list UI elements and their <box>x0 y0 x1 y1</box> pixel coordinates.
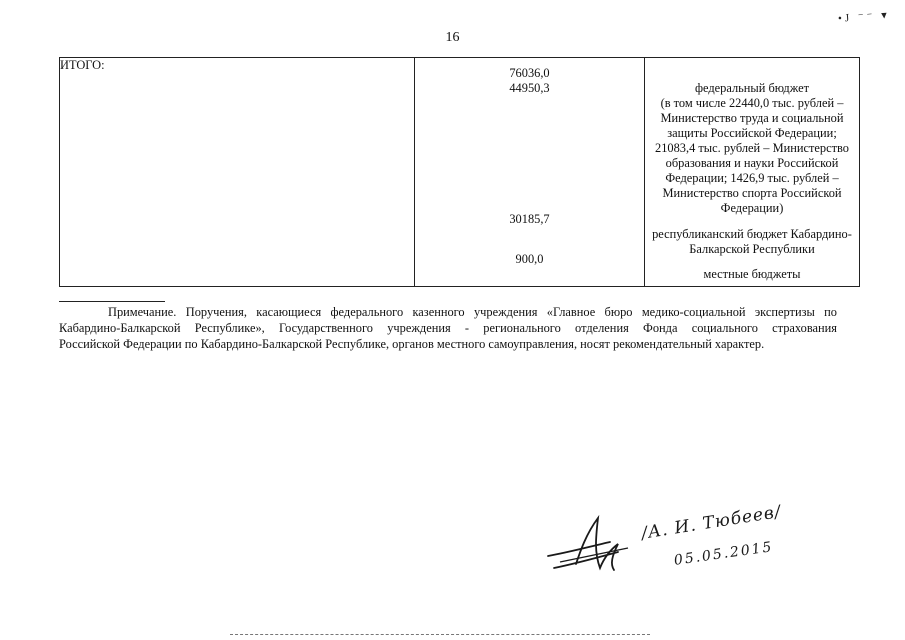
source-text: федеральный бюджет <box>694 81 810 95</box>
source-text: защиты Российской Федерации; <box>667 126 837 140</box>
source-text: Министерство труда и социальной <box>660 111 844 125</box>
amount-value <box>415 186 644 201</box>
source-text: образования и науки Российской <box>665 156 839 170</box>
page-number: 16 <box>445 30 460 45</box>
amount-value: 76036,0 <box>509 66 550 80</box>
corner-mark: •J ⁻⁻ ▾ <box>837 9 891 25</box>
signature-name: /А. И. Тюбеев/ <box>640 501 783 544</box>
signature-date: 05.05.2015 <box>673 539 775 569</box>
footnote-line: Поручения, касающиеся федерального казенного учреждения «Главное бюро медико-социальной экспертизы по <box>185 305 837 319</box>
source-text: Федерации; 1426,9 тыс. рублей – <box>665 171 839 185</box>
amount-value <box>415 111 644 126</box>
footnote-line: Кабардино-Балкарской Республике», Государственного учреждения - регионального отделения Фонда социального страхования <box>59 321 837 335</box>
source-text <box>645 66 859 81</box>
source-text: (в том числе 22440,0 тыс. рублей – <box>660 96 844 110</box>
amount-value <box>415 126 644 141</box>
footnote-line: Российской Федерации по Кабардино-Балкарской Республике, органов местного самоуправления, носят рекомендательный характер. <box>59 337 765 351</box>
amount-value <box>415 171 644 186</box>
sources-cell <box>645 58 860 287</box>
amounts-cell <box>415 58 645 287</box>
footnote-rule <box>59 301 165 302</box>
source-text: республиканский бюджет Кабардино- <box>652 227 852 241</box>
source-text: Федерации) <box>720 201 784 215</box>
amount-value <box>415 242 644 252</box>
source-text <box>645 257 859 267</box>
footnote <box>59 304 837 352</box>
amount-value <box>415 156 644 171</box>
amount-value <box>415 96 644 111</box>
total-label: ИТОГО: <box>60 58 415 287</box>
source-text: Министерство спорта Российской <box>662 186 842 200</box>
amount-value: 900,0 <box>515 252 544 266</box>
amount-value: 44950,3 <box>509 81 550 95</box>
source-text: Балкарской Республики <box>689 242 815 256</box>
amount-value <box>415 227 644 242</box>
source-text: местные бюджеты <box>703 267 801 281</box>
scan-edge <box>230 634 650 635</box>
source-text: 21083,4 тыс. рублей – Министерство <box>655 141 849 155</box>
amount-value: 30185,7 <box>509 212 550 226</box>
totals-table <box>59 57 860 287</box>
amount-value <box>415 201 644 212</box>
footnote-label: Примечание. <box>108 305 177 319</box>
amount-value <box>415 141 644 156</box>
table-row <box>60 58 860 287</box>
